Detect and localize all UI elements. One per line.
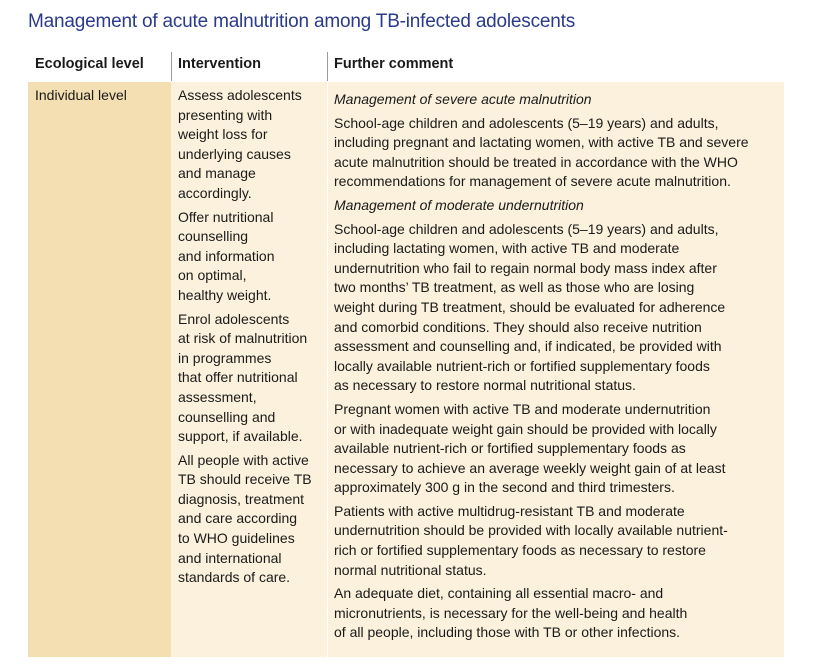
intervention-line: Offer nutritional <box>178 208 274 225</box>
intervention-line: to WHO guidelines <box>178 530 295 547</box>
intervention-line: and care according <box>178 510 298 527</box>
comment-line: or with inadequate weight gain should be provided with locally <box>334 420 717 437</box>
page-title: Management of acute malnutrition among TB-infected adolescents <box>28 11 576 32</box>
comment-line: undernutrition who fail to regain normal body mass index after <box>334 259 717 276</box>
comment-line: Management of severe acute malnutrition <box>334 91 592 107</box>
intervention-line: assessment, <box>178 388 257 405</box>
comment-line: Management of moderate undernutrition <box>334 196 584 213</box>
comment-line: normal nutritional status. <box>334 561 487 578</box>
comment-line: micronutrients, is necessary for the well-being and health <box>334 604 688 621</box>
ecological-level-column <box>28 82 171 657</box>
comment-line: School-age children and adolescents (5–19 years) and adults, <box>334 220 719 237</box>
comment-paragraph <box>334 90 780 110</box>
intervention-line: on optimal, <box>178 267 247 284</box>
intervention-line: counselling <box>178 228 249 245</box>
comment-paragraph <box>334 502 780 580</box>
intervention-line: counselling and <box>178 408 276 425</box>
header-divider <box>171 52 172 81</box>
comment-line: An adequate diet, containing all essential macro- and <box>334 585 664 602</box>
comment-line: of all people, including those with TB or other infections. <box>334 624 681 641</box>
comment-line: School-age children and adolescents (5–19 years) and adults, <box>334 114 719 131</box>
comment-line: two months’ TB treatment, as well as those who are losing <box>334 279 695 296</box>
column-divider <box>327 82 328 657</box>
intervention-column <box>178 86 324 592</box>
further-comment-column <box>334 90 780 647</box>
comment-line: including lactating women, with active TB and moderate <box>334 240 680 257</box>
intervention-line: healthy weight. <box>178 286 272 303</box>
intervention-line: at risk of malnutrition <box>178 330 308 347</box>
comment-line: rich or fortified supplementary foods as necessary to restore <box>334 542 706 559</box>
intervention-line: and international <box>178 549 282 566</box>
intervention-line: diagnosis, treatment <box>178 490 305 507</box>
intervention-line: accordingly. <box>178 184 252 201</box>
comment-paragraph <box>334 196 780 216</box>
comment-line: Pregnant women with active TB and moderate undernutrition <box>334 400 711 417</box>
comment-line: undernutrition should be provided with locally available nutrient- <box>334 522 728 539</box>
intervention-line: in programmes <box>178 349 272 366</box>
comment-line: Patients with active multidrug-resistant TB and moderate <box>334 502 685 519</box>
comment-line: locally available nutrient-rich or fortified supplementary foods <box>334 357 710 374</box>
intervention-line: standards of care. <box>178 569 291 586</box>
comment-line: approximately 300 g in the second and third trimesters. <box>334 479 675 496</box>
intervention-paragraph <box>178 86 324 204</box>
intervention-line: that offer nutritional <box>178 369 298 386</box>
comment-paragraph <box>334 114 780 192</box>
comment-line: and comorbid conditions. They should also receive nutrition <box>334 318 702 335</box>
header-divider <box>327 52 328 81</box>
intervention-line: Assess adolescents <box>178 87 302 103</box>
comment-line: including pregnant and lactating women, with active TB and severe <box>334 134 749 151</box>
intervention-line: Enrol adolescents <box>178 310 290 327</box>
comment-line: available nutrient-rich or fortified supplementary foods as <box>334 440 686 457</box>
comment-line: necessary to achieve an average weekly weight gain of at least <box>334 459 726 476</box>
intervention-line: and information <box>178 247 275 264</box>
comment-line: acute malnutrition should be treated in accordance with the WHO <box>334 153 738 170</box>
intervention-line: and manage <box>178 165 256 182</box>
intervention-paragraph <box>178 310 324 447</box>
comment-line: recommendations for management of severe acute malnutrition. <box>334 173 731 190</box>
intervention-line: underlying causes <box>178 145 291 162</box>
intervention-line: All people with active <box>178 451 309 468</box>
intervention-line: support, if available. <box>178 428 303 445</box>
comment-paragraph <box>334 220 780 396</box>
intervention-line: weight loss for <box>178 126 268 143</box>
header-further-comment: Further comment <box>334 56 454 72</box>
comment-paragraph <box>334 400 780 498</box>
comment-line: weight during TB treatment, should be evaluated for adherence <box>334 298 726 315</box>
intervention-line: TB should receive TB <box>178 471 312 488</box>
intervention-paragraph <box>178 208 324 306</box>
header-ecological-level: Ecological level <box>35 56 144 72</box>
header-intervention: Intervention <box>178 56 261 72</box>
comment-line: assessment and counselling and, if indicated, be provided with <box>334 338 722 355</box>
intervention-line: presenting with <box>178 106 273 123</box>
comment-paragraph <box>334 584 780 643</box>
comment-line: as necessary to restore normal nutritional status. <box>334 377 636 394</box>
intervention-paragraph <box>178 451 324 588</box>
ecological-level-cell: Individual level <box>35 87 127 103</box>
